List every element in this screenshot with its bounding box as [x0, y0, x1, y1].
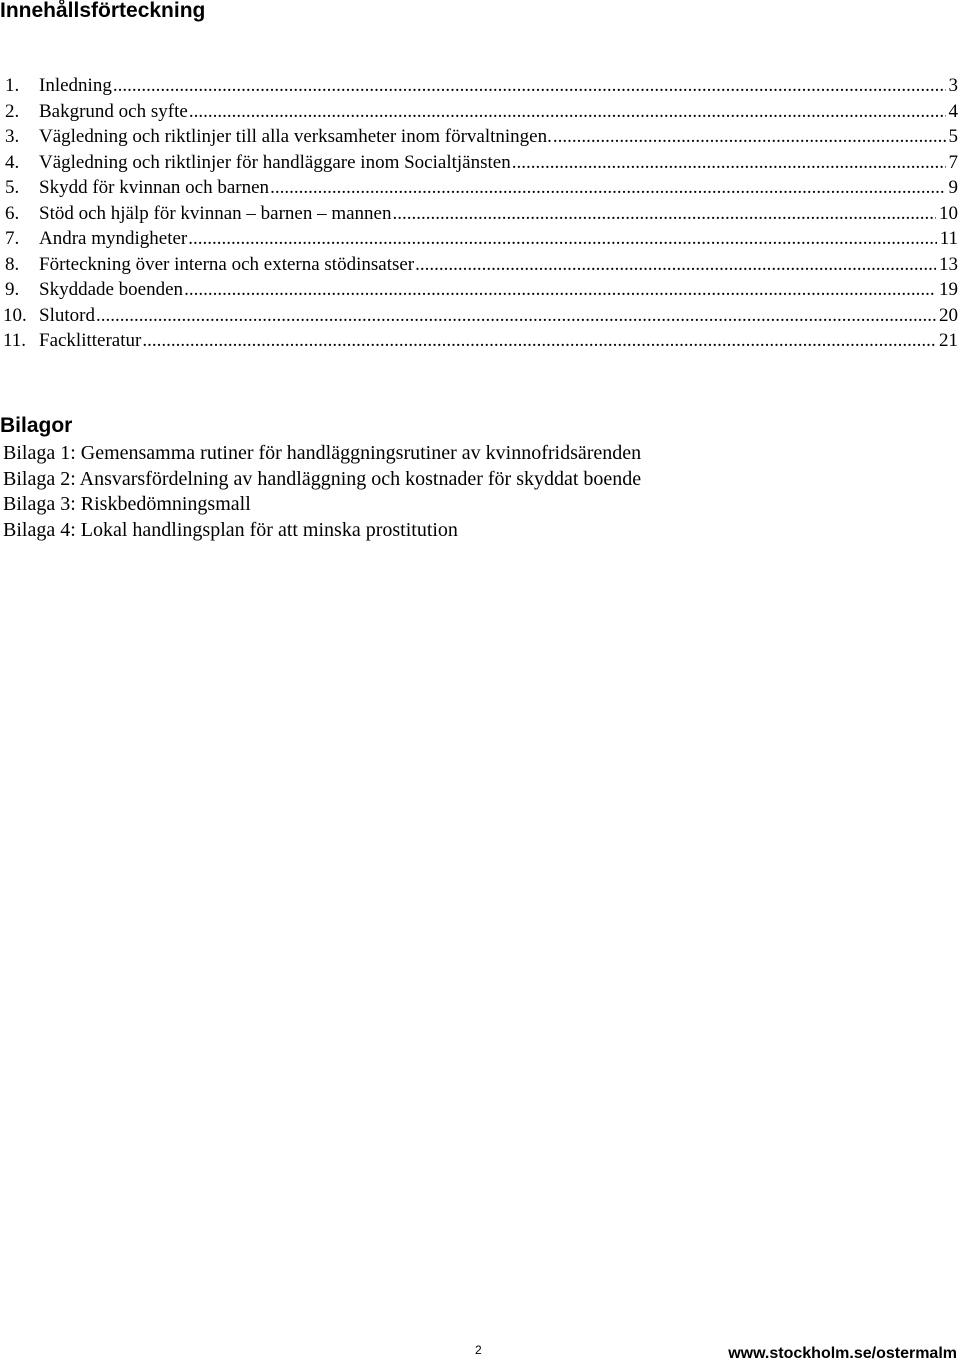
toc-entry-page: 9: [948, 177, 958, 198]
toc-entry-title: Inledning: [39, 75, 112, 96]
toc-entry-title: Bakgrund och syfte: [39, 100, 188, 122]
toc-entry-number: 2.: [5, 100, 20, 122]
toc-entry-title: Skyddade boenden: [39, 279, 184, 300]
toc-entry-page: 13: [939, 253, 958, 275]
appendix-list: [0, 441, 641, 543]
toc-entry-page: 19: [939, 279, 958, 300]
appendix-item: Bilaga 4: Lokal handlingsplan för att minska prostitution: [3, 518, 458, 541]
toc-entry-number: 3.: [5, 126, 20, 147]
toc-dot-leader: [270, 175, 945, 201]
toc-entry[interactable]: [0, 328, 958, 354]
toc-entry-page: 21: [939, 330, 958, 351]
toc-dot-leader: [553, 124, 946, 150]
toc-entry-number: 1.: [5, 75, 20, 96]
toc-entry-number: 10.: [3, 304, 27, 326]
toc-entry[interactable]: [0, 226, 958, 252]
toc-entry-title: Facklitteratur: [39, 330, 142, 351]
toc-entry-page: 11: [939, 228, 958, 249]
toc-entry[interactable]: [0, 124, 958, 150]
toc-dot-leader: [113, 73, 946, 99]
appendix-item: Bilaga 1: Gemensamma rutiner för handläggningsrutiner av kvinnofridsärenden: [3, 442, 642, 464]
toc-entry-page: 20: [939, 304, 958, 326]
toc-dot-leader: [392, 201, 936, 227]
toc-dot-leader: [189, 99, 946, 125]
toc-entry-number: 9.: [5, 279, 20, 300]
toc-entry[interactable]: [0, 150, 958, 176]
toc-title: Innehållsförteckning: [0, 0, 206, 22]
appendix-title: Bilagor: [0, 414, 73, 437]
toc-entry-title: Slutord: [39, 304, 95, 326]
toc-dot-leader: [415, 252, 936, 278]
toc-entry-title: Vägledning och riktlinjer till alla verksamheter inom förvaltningen.: [39, 126, 552, 147]
toc-entry-title: Förteckning över interna och externa stödinsatser: [39, 253, 415, 275]
toc-dot-leader: [96, 303, 936, 329]
toc-entry-title: Stöd och hjälp för kvinnan – barnen – mannen: [39, 202, 392, 224]
toc-entry-title: Andra myndigheter: [39, 228, 188, 249]
toc-entry-number: 4.: [5, 151, 20, 173]
toc-entry-page: 10: [939, 202, 958, 224]
toc-entry-page: 3: [948, 75, 958, 96]
toc-entry-number: 5.: [5, 177, 20, 198]
toc-entry[interactable]: [0, 201, 958, 227]
footer-url[interactable]: www.stockholm.se/ostermalm: [728, 1345, 957, 1362]
toc-list: [0, 73, 958, 354]
toc-entry-number: 6.: [5, 202, 20, 224]
toc-entry-page: 5: [948, 126, 958, 147]
toc-entry[interactable]: [0, 252, 958, 278]
appendix-item: Bilaga 2: Ansvarsfördelning av handläggning och kostnader för skyddat boende: [3, 467, 642, 490]
toc-entry[interactable]: [0, 175, 958, 201]
toc-entry-number: 11.: [3, 330, 27, 351]
toc-entry-page: 7: [948, 151, 958, 173]
toc-entry[interactable]: [0, 73, 958, 99]
toc-dot-leader: [142, 328, 936, 354]
toc-entry-number: 7.: [5, 228, 20, 249]
appendix-item: Bilaga 3: Riskbedömningsmall: [3, 493, 251, 516]
toc-entry[interactable]: [0, 99, 958, 125]
toc-entry[interactable]: [0, 277, 958, 303]
toc-entry-title: Vägledning och riktlinjer för handläggare inom Socialtjänsten: [39, 151, 511, 173]
page-number: 2: [475, 1343, 482, 1357]
toc-entry[interactable]: [0, 303, 958, 329]
toc-entry-number: 8.: [5, 253, 20, 275]
toc-dot-leader: [188, 226, 936, 252]
toc-dot-leader: [512, 150, 946, 176]
toc-dot-leader: [184, 277, 936, 303]
toc-entry-page: 4: [948, 100, 958, 122]
toc-entry-title: Skydd för kvinnan och barnen: [39, 177, 270, 198]
